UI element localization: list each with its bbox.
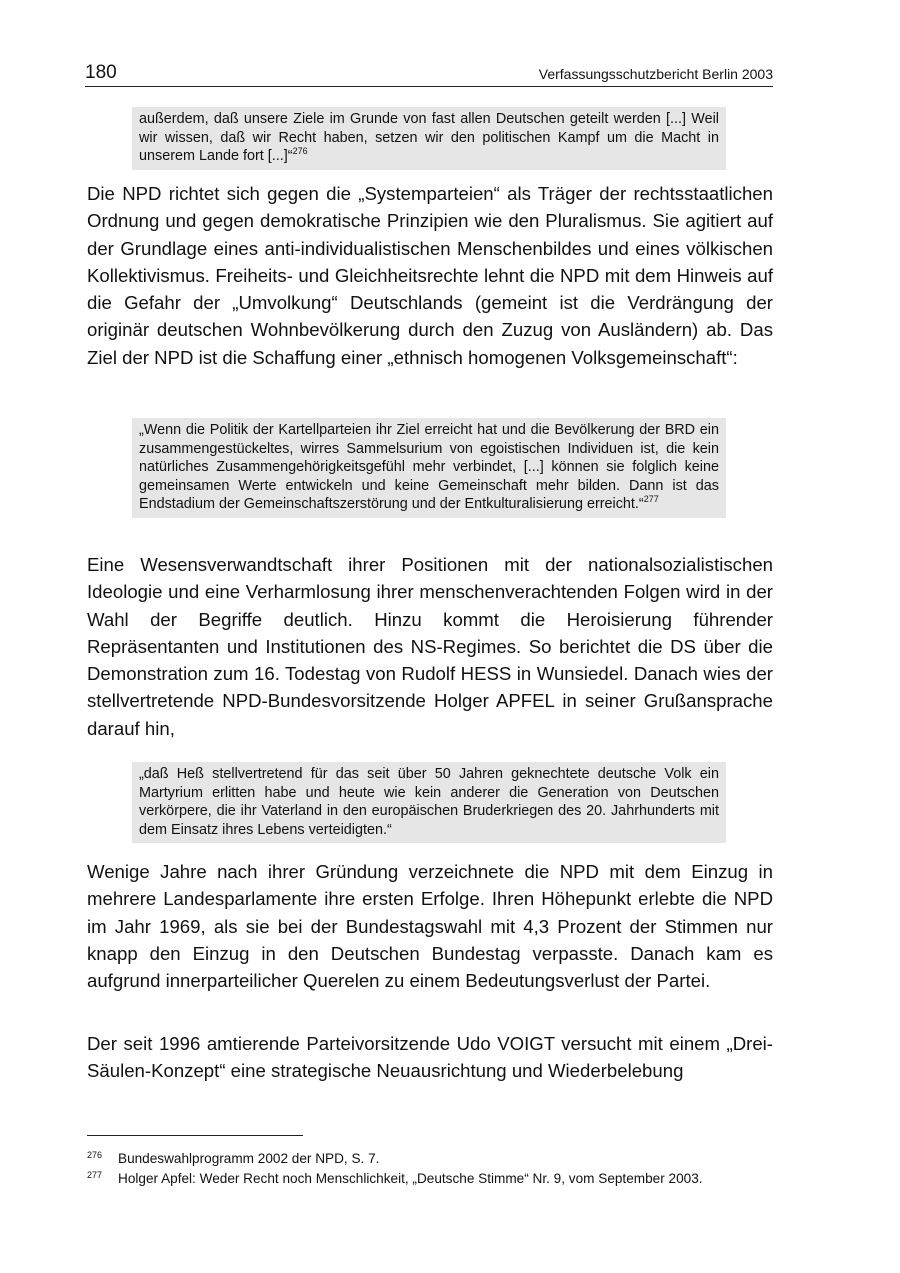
body-paragraph: Der seit 1996 amtierende Parteivorsitzende Udo VOIGT versucht mit einem „Drei-Säulen-Konzept“ eine strategische Neuausrichtung und Wiederbelebung	[87, 1033, 773, 1082]
quote-text: „daß Heß stellvertretend für das seit über 50 Jahren geknechtete deutsche Volk ein Martyrium erlitten habe und heute wie kein anderer die Generation von Deutschen verkörpere, die ihr Vaterland in den europäischen Bruderkriegen des 20. Jahrhunderts mit dem Einsatz ihres Lebens verteidigten.“	[139, 766, 719, 838]
page-number: 180	[85, 62, 117, 83]
body-paragraph: Wenige Jahre nach ihrer Gründung verzeichnete die NPD mit dem Einzug in mehrere Landesparlamente ihre ersten Erfolge. Ihren Höhepunkt erlebte die NPD im Jahr 1969, als sie bei der Bundestagswahl mit 4,3 Prozent der Stimmen nur knapp den Einzug in den Deutschen Bundestag verpasste. Danach kam es aufgrund innerparteilicher Querelen zu einem Bedeutungsverlust der Partei.	[87, 861, 773, 992]
body-paragraph: Die NPD richtet sich gegen die „Systemparteien“ als Träger der rechtsstaatlichen Ordnung und gegen demokratische Prinzipien wie den Pluralismus. Sie agitiert auf der Grundlage eines anti-individualistischen Menschenbildes und eines völkischen Kollektivismus. Freiheits- und Gleichheitsrechte lehnt die NPD mit dem Hinweis auf die Gefahr der „Umvolkung“ Deutschlands (gemeint ist die Verdrängung der originär deutschen Wohnbevölkerung durch den Zuzug von Ausländern) ab. Das Ziel der NPD ist die Schaffung einer „ethnisch homogenen Volksgemeinschaft“:	[87, 183, 773, 368]
footnote-text: Holger Apfel: Weder Recht noch Menschlichkeit, „Deutsche Stimme“ Nr. 9, vom September 2003.	[118, 1171, 703, 1186]
block-quote-1	[132, 107, 726, 170]
running-title: Verfassungsschutzbericht Berlin 2003	[538, 66, 773, 82]
quote-text: „Wenn die Politik der Kartellparteien ihr Ziel erreicht hat und die Bevölkerung der BRD ein zusammengestückeltes, wirres Sammelsurium von egoistischen Individuen ist, die kein natürliches Zusammengehörigkeitsgefühl mehr verbindet, [...] können sie folglich keine gemeinsamen Werte entwickeln und keine Gemeinschaft mehr bilden. Dann ist das Endstadium der Gemeinschaftszerstörung und der Entkulturalisierung erreicht.“	[139, 422, 719, 512]
footnote-number: 277	[87, 1170, 103, 1180]
footnote-ref[interactable]: 276	[292, 146, 308, 156]
block-quote-3	[132, 762, 726, 843]
quote-text: außerdem, daß unsere Ziele im Grunde von fast allen Deutschen geteilt werden [...] Weil wir wissen, daß wir Recht haben, setzen wir den politischen Kampf um die Macht in unserem Lande fort [...]“	[139, 111, 719, 164]
footnote-divider	[87, 1135, 303, 1136]
footnote-text: Bundeswahlprogramm 2002 der NPD, S. 7.	[118, 1151, 380, 1166]
footnote-number: 276	[87, 1150, 103, 1160]
footnote-ref[interactable]: 277	[643, 494, 659, 504]
body-paragraph: Eine Wesensverwandtschaft ihrer Positionen mit der nationalsozialistischen Ideologie und eine Verharmlosung ihrer menschenverachtenden Folgen wird in der Wahl der Begriffe deutlich. Hinzu kommt die Heroisierung führender Repräsentanten und Institutionen des NS-Regimes. So berichtet die DS über die Demonstration zum 16. Todestag von Rudolf HESS in Wunsiedel. Danach wies der stellvertretende NPD-Bundesvorsitzende Holger APFEL in seiner Grußansprache darauf hin,	[87, 554, 773, 739]
page-header	[85, 62, 773, 87]
block-quote-2	[132, 418, 726, 518]
